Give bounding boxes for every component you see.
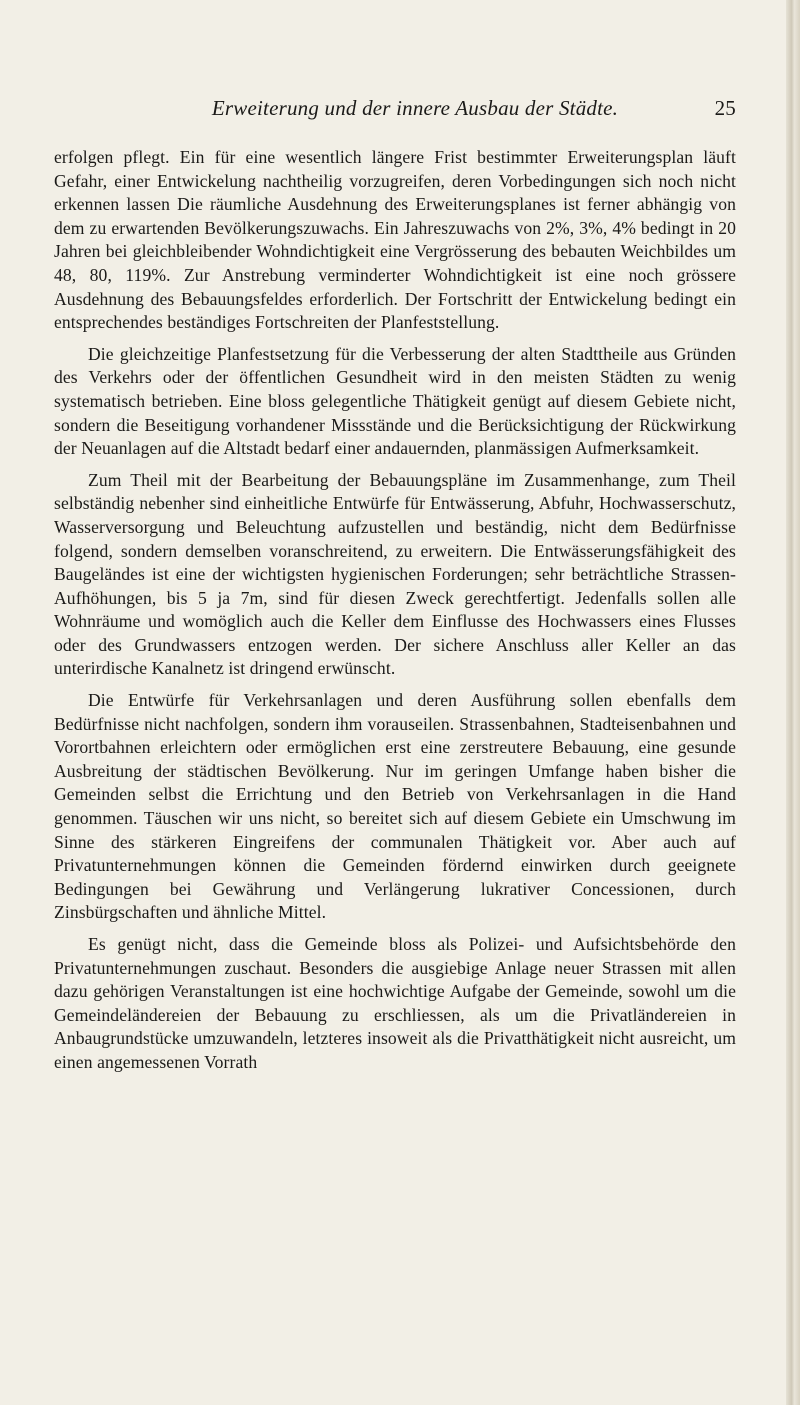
page-edge bbox=[786, 0, 800, 1405]
body-text bbox=[54, 146, 736, 1075]
paragraph-1: erfolgen pflegt. Ein für eine wesentlich längere Frist bestimmter Erweiterungsplan läuft Gefahr, einer Entwickelung nachtheilig vorzugreifen, deren Vorbedingungen sich noch nicht erkennen lassen Die räumliche Ausdehnung des Erweiterungsplanes ist ferner abhängig von dem zu erwartenden Bevölkerungszuwachs. Ein Jahreszuwachs von 2%, 3%, 4% bedingt in 20 Jahren bei gleichbleibender Wohndichtigkeit eine Vergrösserung des bebauten Weichbildes um 48, 80, 119%. Zur Anstrebung verminderter Wohndichtigkeit ist eine noch grössere Ausdehnung des Bebauungsfeldes erforderlich. Der Fortschritt der Entwickelung bedingt ein entsprechendes beständiges Fortschreiten der Planfeststellung. bbox=[54, 147, 736, 333]
paragraph-5: Es genügt nicht, dass die Gemeinde bloss als Polizei- und Aufsichtsbehörde den Privatunternehmungen zuschaut. Besonders die ausgiebige Anlage neuer Strassen mit allen dazu gehörigen Veranstaltungen ist eine hochwichtige Aufgabe der Gemeinde, sowohl um die Gemeindeländereien der Bebauung zu erschliessen, als um die Privatländereien in Anbaugrundstücke umzuwandeln, letzteres insoweit als die Privatthätigkeit nicht ausreicht, um einen angemessenen Vorrath bbox=[54, 934, 736, 1072]
book-page bbox=[54, 96, 736, 1075]
paragraph-4: Die Entwürfe für Verkehrsanlagen und deren Ausführung sollen ebenfalls dem Bedürfnisse nicht nachfolgen, sondern ihm vorauseilen. Strassenbahnen, Stadteisenbahnen und Vorortbahnen erleichtern oder ermöglichen erst eine zerstreutere Bebauung, eine gesunde Ausbreitung der städtischen Bevölkerung. Nur im geringen Umfange haben bisher die Gemeinden selbst die Errichtung und den Betrieb von Verkehrsanlagen in die Hand genommen. Täuschen wir uns nicht, so bereitet sich auf diesem Gebiete ein Umschwung im Sinne des stärkeren Eingreifens der communalen Thätigkeit vor. Aber auch auf Privatunternehmungen können die Gemeinden fördernd einwirken durch geeignete Bedingungen bei Gewährung und Verlängerung lukrativer Concessionen, durch Zinsbürgschaften und ähnliche Mittel. bbox=[54, 690, 736, 923]
paragraph-3: Zum Theil mit der Bearbeitung der Bebauungspläne im Zusammenhange, zum Theil selbständig nebenher sind einheitliche Entwürfe für Entwässerung, Abfuhr, Hochwasserschutz, Wasserversorgung und Beleuchtung aufzustellen und beständig, nicht dem Bedürfnisse folgend, sondern demselben voranschreitend, zu erweitern. Die Entwässerungsfähigkeit des Baugeländes ist eine der wichtigsten hygienischen Forderungen; sehr beträchtliche Strassen-Aufhöhungen, bis 5 ja 7m, sind für diesen Zweck gerechtfertigt. Jedenfalls sollen alle Wohnräume und womöglich auch die Keller dem Einflusse des Hochwassers eines Flusses oder des Grundwassers entzogen werden. Der sichere Anschluss aller Keller an das unterirdische Kanalnetz ist dringend erwünscht. bbox=[54, 469, 736, 679]
paragraph-2: Die gleichzeitige Planfestsetzung für die Verbesserung der alten Stadttheile aus Gründen des Verkehrs oder der öffentlichen Gesundheit wird in den meisten Städten zu wenig systematisch betrieben. Eine bloss gelegentliche Thätigkeit genügt auf diesem Gebiete nicht, sondern die Beseitigung vorhandener Missstände und die Berücksichtigung der Rückwirkung der Neuanlagen auf die Altstadt bedarf einer andauernden, planmässigen Aufmerksamkeit. bbox=[54, 343, 736, 459]
page-number: 25 bbox=[714, 96, 736, 120]
running-head bbox=[54, 96, 736, 126]
running-head-title: Erweiterung und der innere Ausbau der Städte. bbox=[211, 96, 619, 120]
